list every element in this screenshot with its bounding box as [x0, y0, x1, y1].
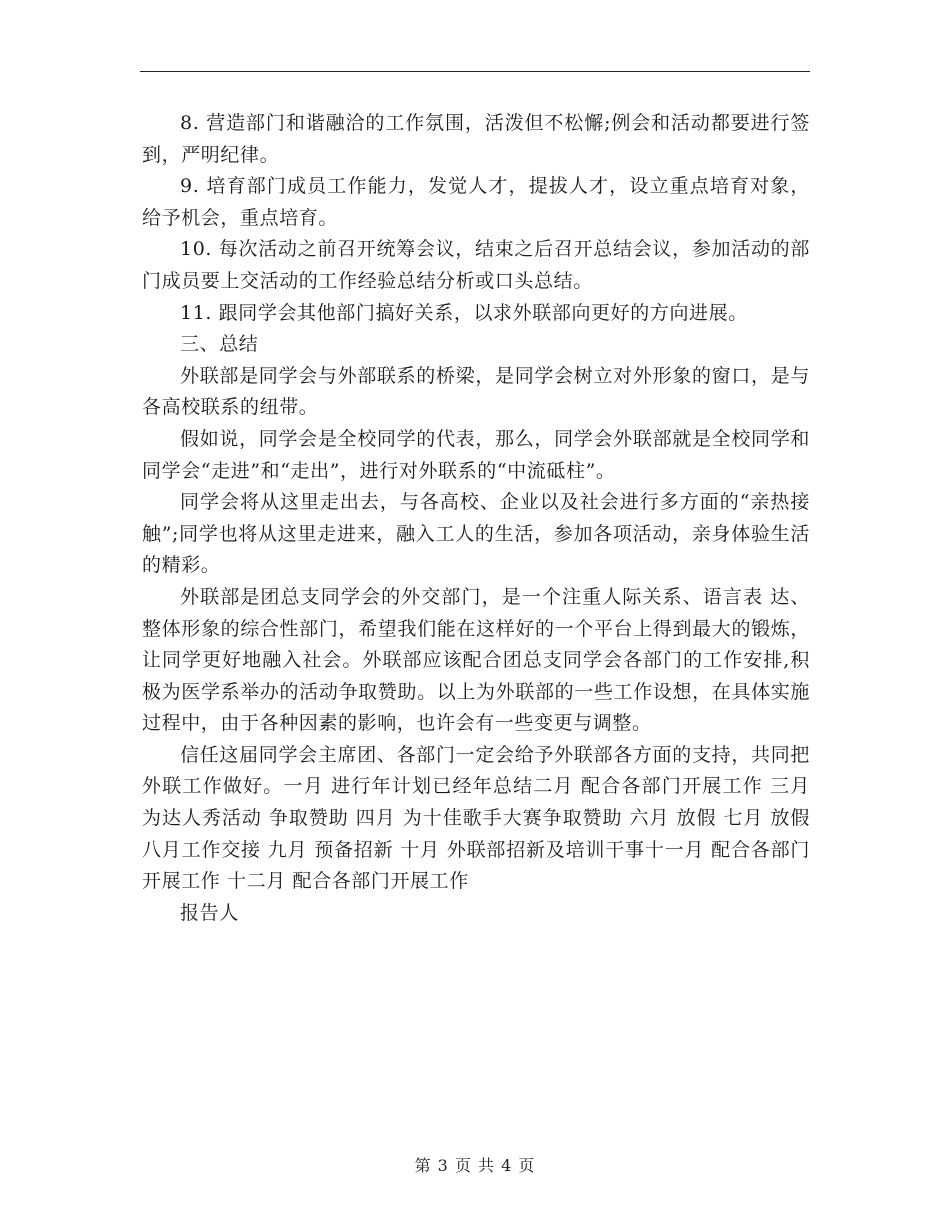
- reporter-line: 报告人: [180, 901, 239, 924]
- summary-paragraph-1: 外联部是同学会与外部联系的桥梁，是同学会树立对外形象的窗口，是与各高校联系的纽带。: [142, 364, 810, 419]
- item-10-paragraph: 10. 每次活动之前召开统筹会议，结束之后召开总结会议，参加活动的部门成员要上交活动的工作经验总结分析或口头总结。: [142, 238, 810, 292]
- summary-paragraph-5: 信任这届同学会主席团、各部门一定会给予外联部各方面的支持，共同把外联工作做好。一月 进行年计划已经年总结二月 配合各部门开展工作 三月 为达人秀活动 争取赞助 四月 为十佳歌手大赛争取赞助 六月 放假 七月 放假 八月工作交接 九月 预备招新 十月 外联部招新及培训干事十一月 配合各部门开展工作 十二月 配合各部门开展工作: [142, 743, 810, 893]
- item-11-paragraph: 11. 跟同学会其他部门搞好关系，以求外联部向更好的方向进展。: [180, 301, 748, 324]
- summary-paragraph-2: 假如说，同学会是全校同学的代表，那么，同学会外联部就是全校同学和同学会“走进”和“走出”，进行对外联系的“中流砥柱”。: [142, 427, 810, 482]
- item-8-paragraph: 8. 营造部门和谐融洽的工作氛围，活泼但不松懈;例会和活动都要进行签到，严明纪律。: [142, 112, 810, 166]
- section-heading-summary: 三、总结: [180, 333, 259, 356]
- page-number-footer: 第 3 页 共 4 页: [414, 1156, 536, 1175]
- item-9-paragraph: 9. 培育部门成员工作能力，发觉人才，提拔人才，设立重点培育对象，给予机会，重点培育。: [142, 175, 810, 229]
- summary-paragraph-3: 同学会将从这里走出去，与各高校、企业以及社会进行多方面的“亲热接触”;同学也将从这里走进来，融入工人的生活，参加各项活动，亲身体验生活的精彩。: [142, 491, 810, 577]
- document-body: [142, 108, 810, 929]
- header-rule: [140, 71, 810, 72]
- summary-paragraph-4: 外联部是团总支同学会的外交部门，是一个注重人际关系、语言表 达、整体形象的综合性部门，希望我们能在这样好的一个平台上得到最大的锻炼，让同学更好地融入社会。外联部应该配合团总支同学会各部门的工作安排,积极为医学系举办的活动争取赞助。以上为外联部的一些工作设想，在具体实施过程中，由于各种因素的影响，也许会有一些变更与调整。: [142, 585, 810, 735]
